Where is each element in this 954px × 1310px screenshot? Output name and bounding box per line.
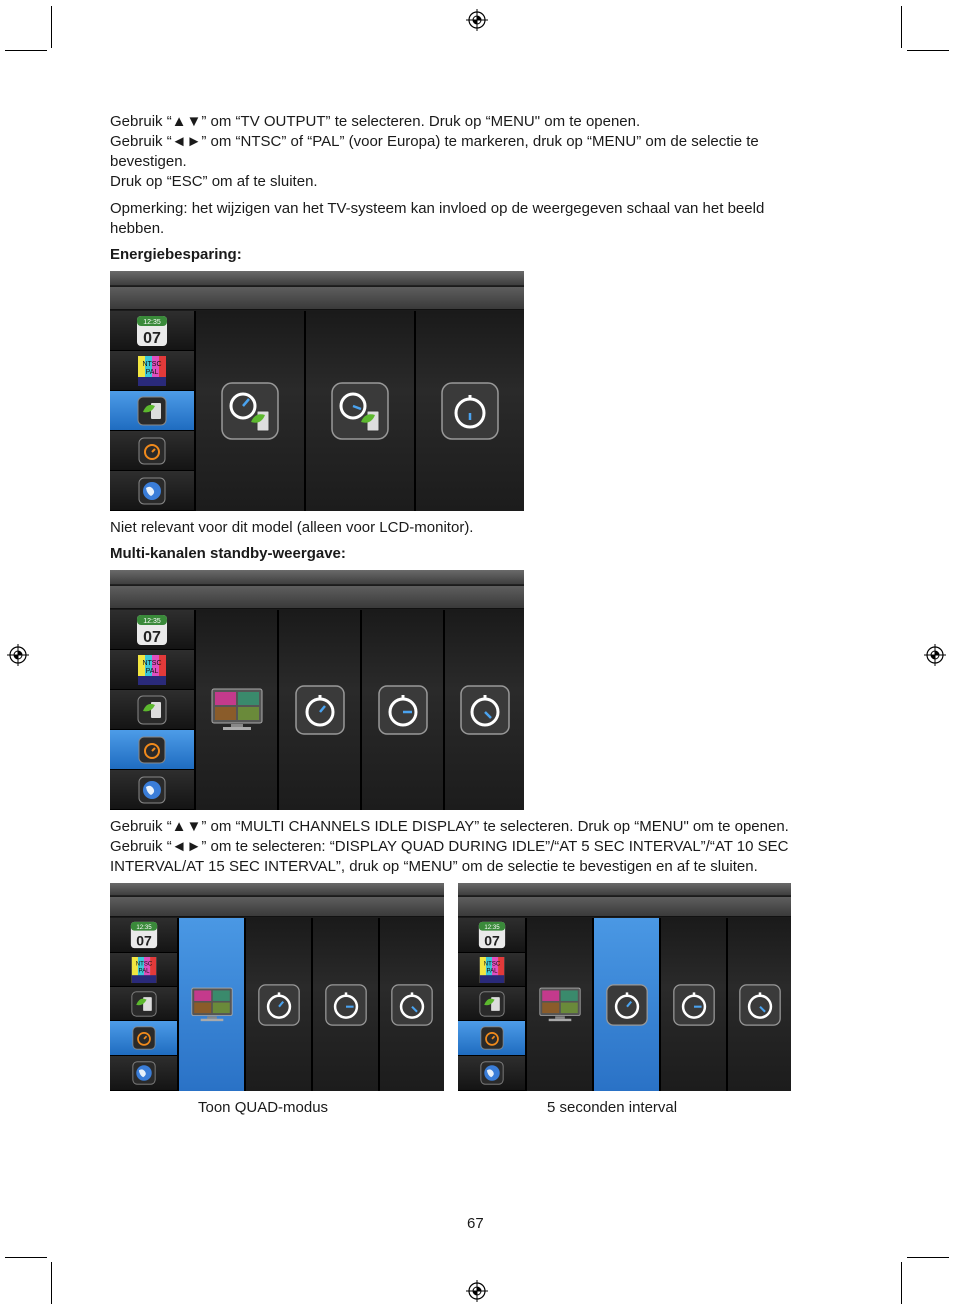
quad-monitor-icon	[191, 987, 233, 1023]
option-10-sec-interval[interactable]	[659, 918, 726, 1091]
sidebar-item-language[interactable]	[458, 1056, 525, 1091]
registration-mark-icon	[924, 644, 946, 666]
sidebar-item-standby[interactable]	[110, 431, 194, 471]
screen-sidebar	[110, 918, 177, 1091]
energy-note: Niet relevant voor dit model (alleen voor LCD-monitor).	[110, 519, 474, 536]
stopwatch-eco-icon	[221, 382, 279, 440]
tv-output-icon	[131, 956, 157, 984]
option-columns	[177, 918, 444, 1091]
stopwatch-icon	[606, 984, 648, 1026]
sidebar-item-tv-output[interactable]	[110, 351, 194, 391]
globe-icon	[480, 1061, 504, 1085]
screen-title-bar	[110, 883, 444, 896]
sidebar-item-date[interactable]	[110, 918, 177, 953]
option-quad-display[interactable]	[177, 918, 244, 1091]
section-heading-energy: Energiebesparing:	[110, 246, 242, 263]
sidebar-item-date[interactable]	[110, 610, 194, 650]
device-screen-energy	[110, 271, 524, 511]
svg-text:07: 07	[143, 628, 161, 646]
screen-sub-bar	[458, 897, 791, 917]
sidebar-item-energy[interactable]	[458, 987, 525, 1021]
stopwatch-icon	[378, 685, 428, 735]
crop-mark	[5, 50, 47, 51]
sidebar-item-standby[interactable]	[458, 1021, 525, 1056]
crop-mark	[5, 1257, 47, 1258]
stopwatch-icon	[441, 382, 499, 440]
globe-icon	[138, 776, 166, 804]
timer-icon	[138, 736, 166, 764]
sidebar-item-language[interactable]	[110, 471, 194, 511]
instruction-line: Gebruik “◄►” om “NTSC” of “PAL” (voor Europa) te markeren, druk op “MENU” om de selectie te	[110, 133, 759, 150]
stopwatch-icon	[295, 685, 345, 735]
screen-sub-bar	[110, 586, 524, 609]
svg-text:07: 07	[483, 932, 500, 949]
eco-battery-icon	[137, 396, 167, 426]
screen-sub-bar	[110, 287, 524, 310]
eco-battery-icon	[137, 695, 167, 725]
screen-sidebar	[110, 311, 194, 511]
svg-text:PAL: PAL	[138, 968, 149, 975]
option-5-sec-interval[interactable]	[592, 918, 659, 1091]
svg-text:NTSC: NTSC	[483, 961, 500, 968]
crop-mark	[51, 6, 52, 48]
sidebar-item-tv-output[interactable]	[110, 650, 194, 690]
stopwatch-icon	[673, 984, 715, 1026]
crop-mark	[907, 1257, 949, 1258]
stopwatch-icon	[460, 685, 510, 735]
timer-icon	[138, 437, 166, 465]
globe-icon	[132, 1061, 156, 1085]
caption-quad-mode: Toon QUAD-modus	[198, 1099, 329, 1116]
tv-output-icon	[137, 654, 167, 686]
option-15-sec-interval[interactable]	[378, 918, 444, 1091]
sidebar-item-tv-output[interactable]	[458, 953, 525, 987]
quad-monitor-icon	[539, 987, 581, 1023]
svg-text:12:35: 12:35	[143, 617, 161, 625]
screen-sidebar	[110, 610, 194, 810]
option-columns	[525, 918, 791, 1091]
svg-text:12:35: 12:35	[483, 923, 500, 931]
device-screen-multi	[110, 570, 524, 810]
instruction-line: Gebruik “▲▼” om “MULTI CHANNELS IDLE DISPLAY” te selecteren. Druk op “MENU" om te openen.	[110, 818, 789, 835]
eco-battery-icon	[131, 991, 157, 1017]
page-number: 67	[467, 1215, 484, 1232]
sidebar-item-energy[interactable]	[110, 690, 194, 730]
svg-text:NTSC: NTSC	[142, 659, 162, 667]
svg-text:07: 07	[135, 932, 152, 949]
option-15-sec-interval[interactable]	[726, 918, 791, 1091]
quad-monitor-icon	[211, 688, 263, 732]
tv-output-icon	[137, 355, 167, 387]
crop-mark	[907, 50, 949, 51]
stopwatch-icon	[391, 984, 433, 1026]
stopwatch-icon	[739, 984, 781, 1026]
registration-mark-icon	[7, 644, 29, 666]
sidebar-item-language[interactable]	[110, 1056, 177, 1091]
screen-title-bar	[110, 570, 524, 585]
screen-sidebar	[458, 918, 525, 1091]
option-power-saving-1[interactable]	[194, 311, 304, 511]
crop-mark	[51, 1262, 52, 1304]
option-quad-display[interactable]	[525, 918, 592, 1091]
screen-title-bar	[458, 883, 791, 896]
stopwatch-icon	[258, 984, 300, 1026]
option-power-saving-off[interactable]	[414, 311, 524, 511]
calendar-icon	[136, 614, 168, 646]
sidebar-item-date[interactable]	[110, 311, 194, 351]
timer-icon	[132, 1026, 156, 1050]
sidebar-item-energy[interactable]	[110, 987, 177, 1021]
registration-mark-icon	[466, 1280, 488, 1302]
svg-text:NTSC: NTSC	[142, 360, 162, 368]
sidebar-item-date[interactable]	[458, 918, 525, 953]
sidebar-item-energy[interactable]	[110, 391, 194, 431]
device-screen-quad	[110, 883, 444, 1091]
svg-text:NTSC: NTSC	[135, 961, 152, 968]
tv-output-icon	[479, 956, 505, 984]
crop-mark	[901, 6, 902, 48]
option-10-sec-interval[interactable]	[311, 918, 378, 1091]
option-15-sec-interval[interactable]	[443, 610, 524, 810]
globe-icon	[138, 477, 166, 505]
timer-icon	[480, 1026, 504, 1050]
option-power-saving-2[interactable]	[304, 311, 414, 511]
stopwatch-icon	[325, 984, 367, 1026]
svg-text:12:35: 12:35	[135, 923, 152, 931]
instruction-line: Druk op “ESC” om af te sluiten.	[110, 173, 318, 190]
svg-text:PAL: PAL	[145, 368, 159, 376]
screen-title-bar	[110, 271, 524, 286]
option-columns	[194, 311, 524, 511]
eco-battery-icon	[479, 991, 505, 1017]
registration-mark-icon	[466, 9, 488, 31]
instruction-line: bevestigen.	[110, 153, 187, 170]
sidebar-item-standby[interactable]	[110, 730, 194, 770]
sidebar-item-standby[interactable]	[110, 1021, 177, 1056]
option-5-sec-interval[interactable]	[244, 918, 311, 1091]
sidebar-item-language[interactable]	[110, 770, 194, 810]
section-heading-multi: Multi-kanalen standby-weergave:	[110, 545, 346, 562]
svg-text:07: 07	[143, 329, 161, 347]
option-10-sec-interval[interactable]	[360, 610, 443, 810]
crop-mark	[901, 1262, 902, 1304]
calendar-icon	[130, 921, 158, 949]
sidebar-item-tv-output[interactable]	[110, 953, 177, 987]
option-5-sec-interval[interactable]	[277, 610, 360, 810]
svg-text:PAL: PAL	[145, 667, 159, 675]
stopwatch-eco-icon	[331, 382, 389, 440]
screen-sub-bar	[110, 897, 444, 917]
note-line: hebben.	[110, 220, 165, 237]
instruction-line: Gebruik “◄►” om te selecteren: “DISPLAY QUAD DURING IDLE”/“AT 5 SEC INTERVAL”/“AT 10 SEC	[110, 838, 789, 855]
instruction-line: Gebruik “▲▼” om “TV OUTPUT” te selecteren. Druk op “MENU" om te openen.	[110, 113, 641, 130]
instruction-line: INTERVAL/AT 15 SEC INTERVAL”, druk op “MENU” om de selectie te bevestigen en af te sluiten.	[110, 858, 758, 875]
calendar-icon	[136, 315, 168, 347]
caption-5-sec-interval: 5 seconden interval	[547, 1099, 678, 1116]
svg-text:12:35: 12:35	[143, 318, 161, 326]
note-line: Opmerking: het wijzigen van het TV-systeem kan invloed op de weergegeven schaal van het beeld	[110, 200, 765, 217]
device-screen-5sec	[458, 883, 791, 1091]
calendar-icon	[478, 921, 506, 949]
svg-text:PAL: PAL	[486, 968, 497, 975]
option-columns	[194, 610, 524, 810]
option-quad-display[interactable]	[194, 610, 277, 810]
